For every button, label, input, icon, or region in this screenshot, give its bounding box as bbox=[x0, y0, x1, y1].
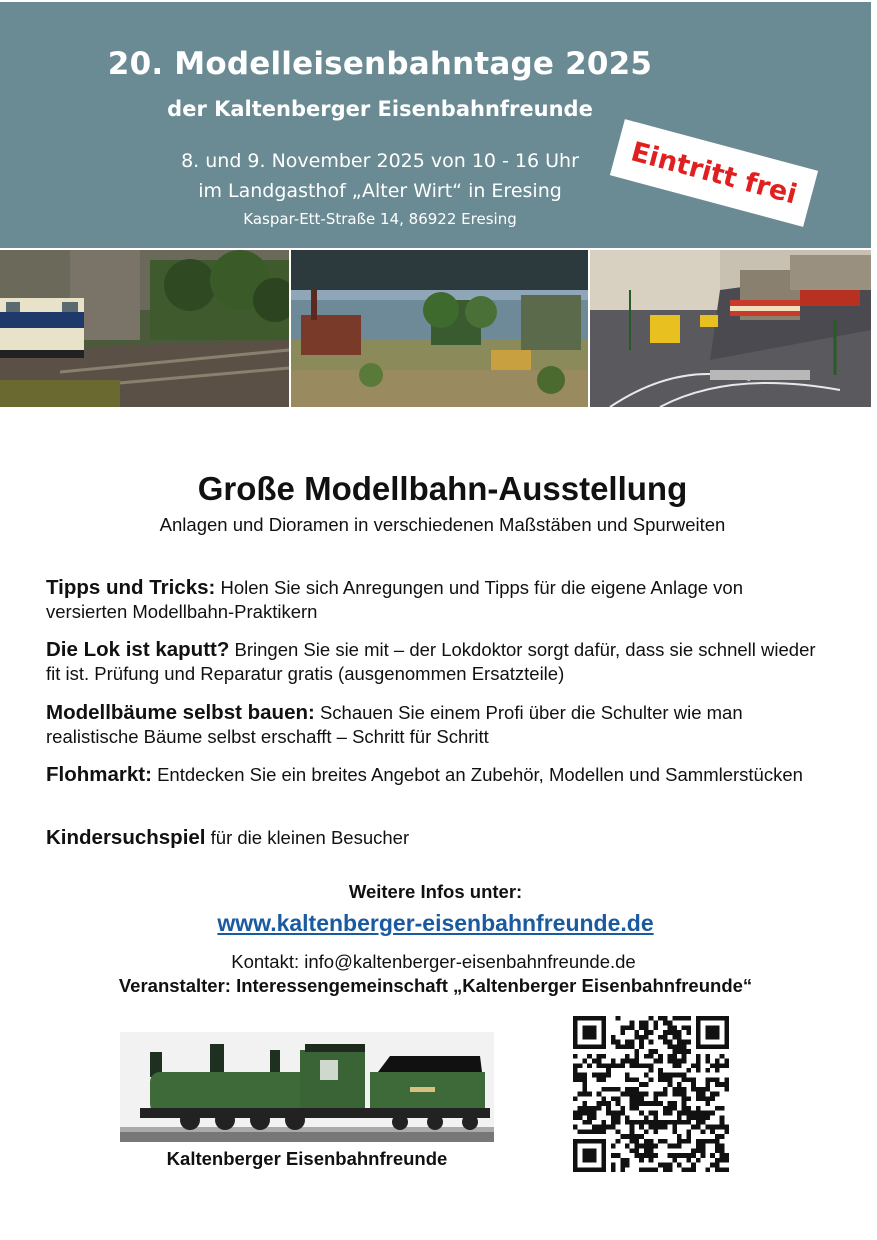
free-entry-label: Eintritt frei bbox=[627, 135, 801, 211]
exhibition-subtitle: Anlagen und Dioramen in verschiedenen Maßstäben und Spurweiten bbox=[159, 514, 726, 535]
feature-text: Schauen Sie einem Profi über die Schulter wie man realistische Bäume selbst erschafft – Schritt für Schritt bbox=[46, 702, 743, 747]
feature-text: für die kleinen Besucher bbox=[205, 827, 410, 848]
contact-line: Kontakt: info@kaltenberger-eisenbahnfreunde.de bbox=[231, 951, 636, 972]
feature-loco-doctor bbox=[46, 638, 826, 686]
feature-tips bbox=[46, 576, 826, 624]
steam-locomotive-logo bbox=[120, 1032, 494, 1142]
feature-lead: Die Lok ist kaputt? bbox=[46, 638, 230, 661]
event-location: im Landgasthof „Alter Wirt“ in Eresing bbox=[198, 180, 562, 202]
feature-kids-game bbox=[46, 826, 826, 850]
tram-layout-photo bbox=[590, 250, 871, 407]
event-title: 20. Modelleisenbahntage 2025 bbox=[107, 46, 653, 82]
exhibition-title: Große Modellbahn-Ausstellung bbox=[197, 470, 688, 507]
event-date: 8. und 9. November 2025 von 10 - 16 Uhr bbox=[181, 150, 579, 172]
feature-lead: Tipps und Tricks: bbox=[46, 576, 216, 599]
feature-flea-market bbox=[46, 763, 826, 787]
logo-caption: Kaltenberger Eisenbahnfreunde bbox=[166, 1148, 448, 1169]
website-link[interactable]: www.kaltenberger-eisenbahnfreunde.de bbox=[217, 910, 654, 936]
organizer-line: Veranstalter: Interessengemeinschaft „Kaltenberger Eisenbahnfreunde“ bbox=[118, 975, 753, 996]
qr-code-icon[interactable] bbox=[573, 1016, 729, 1172]
more-info-label: Weitere Infos unter: bbox=[348, 881, 523, 902]
feature-model-trees bbox=[46, 701, 826, 749]
feature-lead: Kindersuchspiel bbox=[46, 826, 206, 849]
photo-strip bbox=[0, 250, 871, 407]
diorama-landscape-photo bbox=[291, 250, 588, 407]
feature-text: Bringen Sie sie mit – der Lokdoktor sorgt dafür, dass sie schnell wieder fit ist. Prüfung und Reparatur gratis (ausgenommen Ersatzteile) bbox=[46, 639, 816, 684]
header-banner bbox=[0, 2, 871, 248]
feature-text: Holen Sie sich Anregungen und Tipps für die eigene Anlage von versierten Modellbahn-Praktikern bbox=[46, 577, 743, 622]
event-subtitle: der Kaltenberger Eisenbahnfreunde bbox=[167, 97, 593, 121]
feature-lead: Modellbäume selbst bauen: bbox=[46, 701, 315, 724]
event-address: Kaspar-Ett-Straße 14, 86922 Eresing bbox=[243, 210, 517, 228]
feature-text: Entdecken Sie ein breites Angebot an Zubehör, Modellen und Sammlerstücken bbox=[151, 764, 803, 785]
model-locomotive-photo bbox=[0, 250, 289, 407]
feature-lead: Flohmarkt: bbox=[46, 763, 152, 786]
